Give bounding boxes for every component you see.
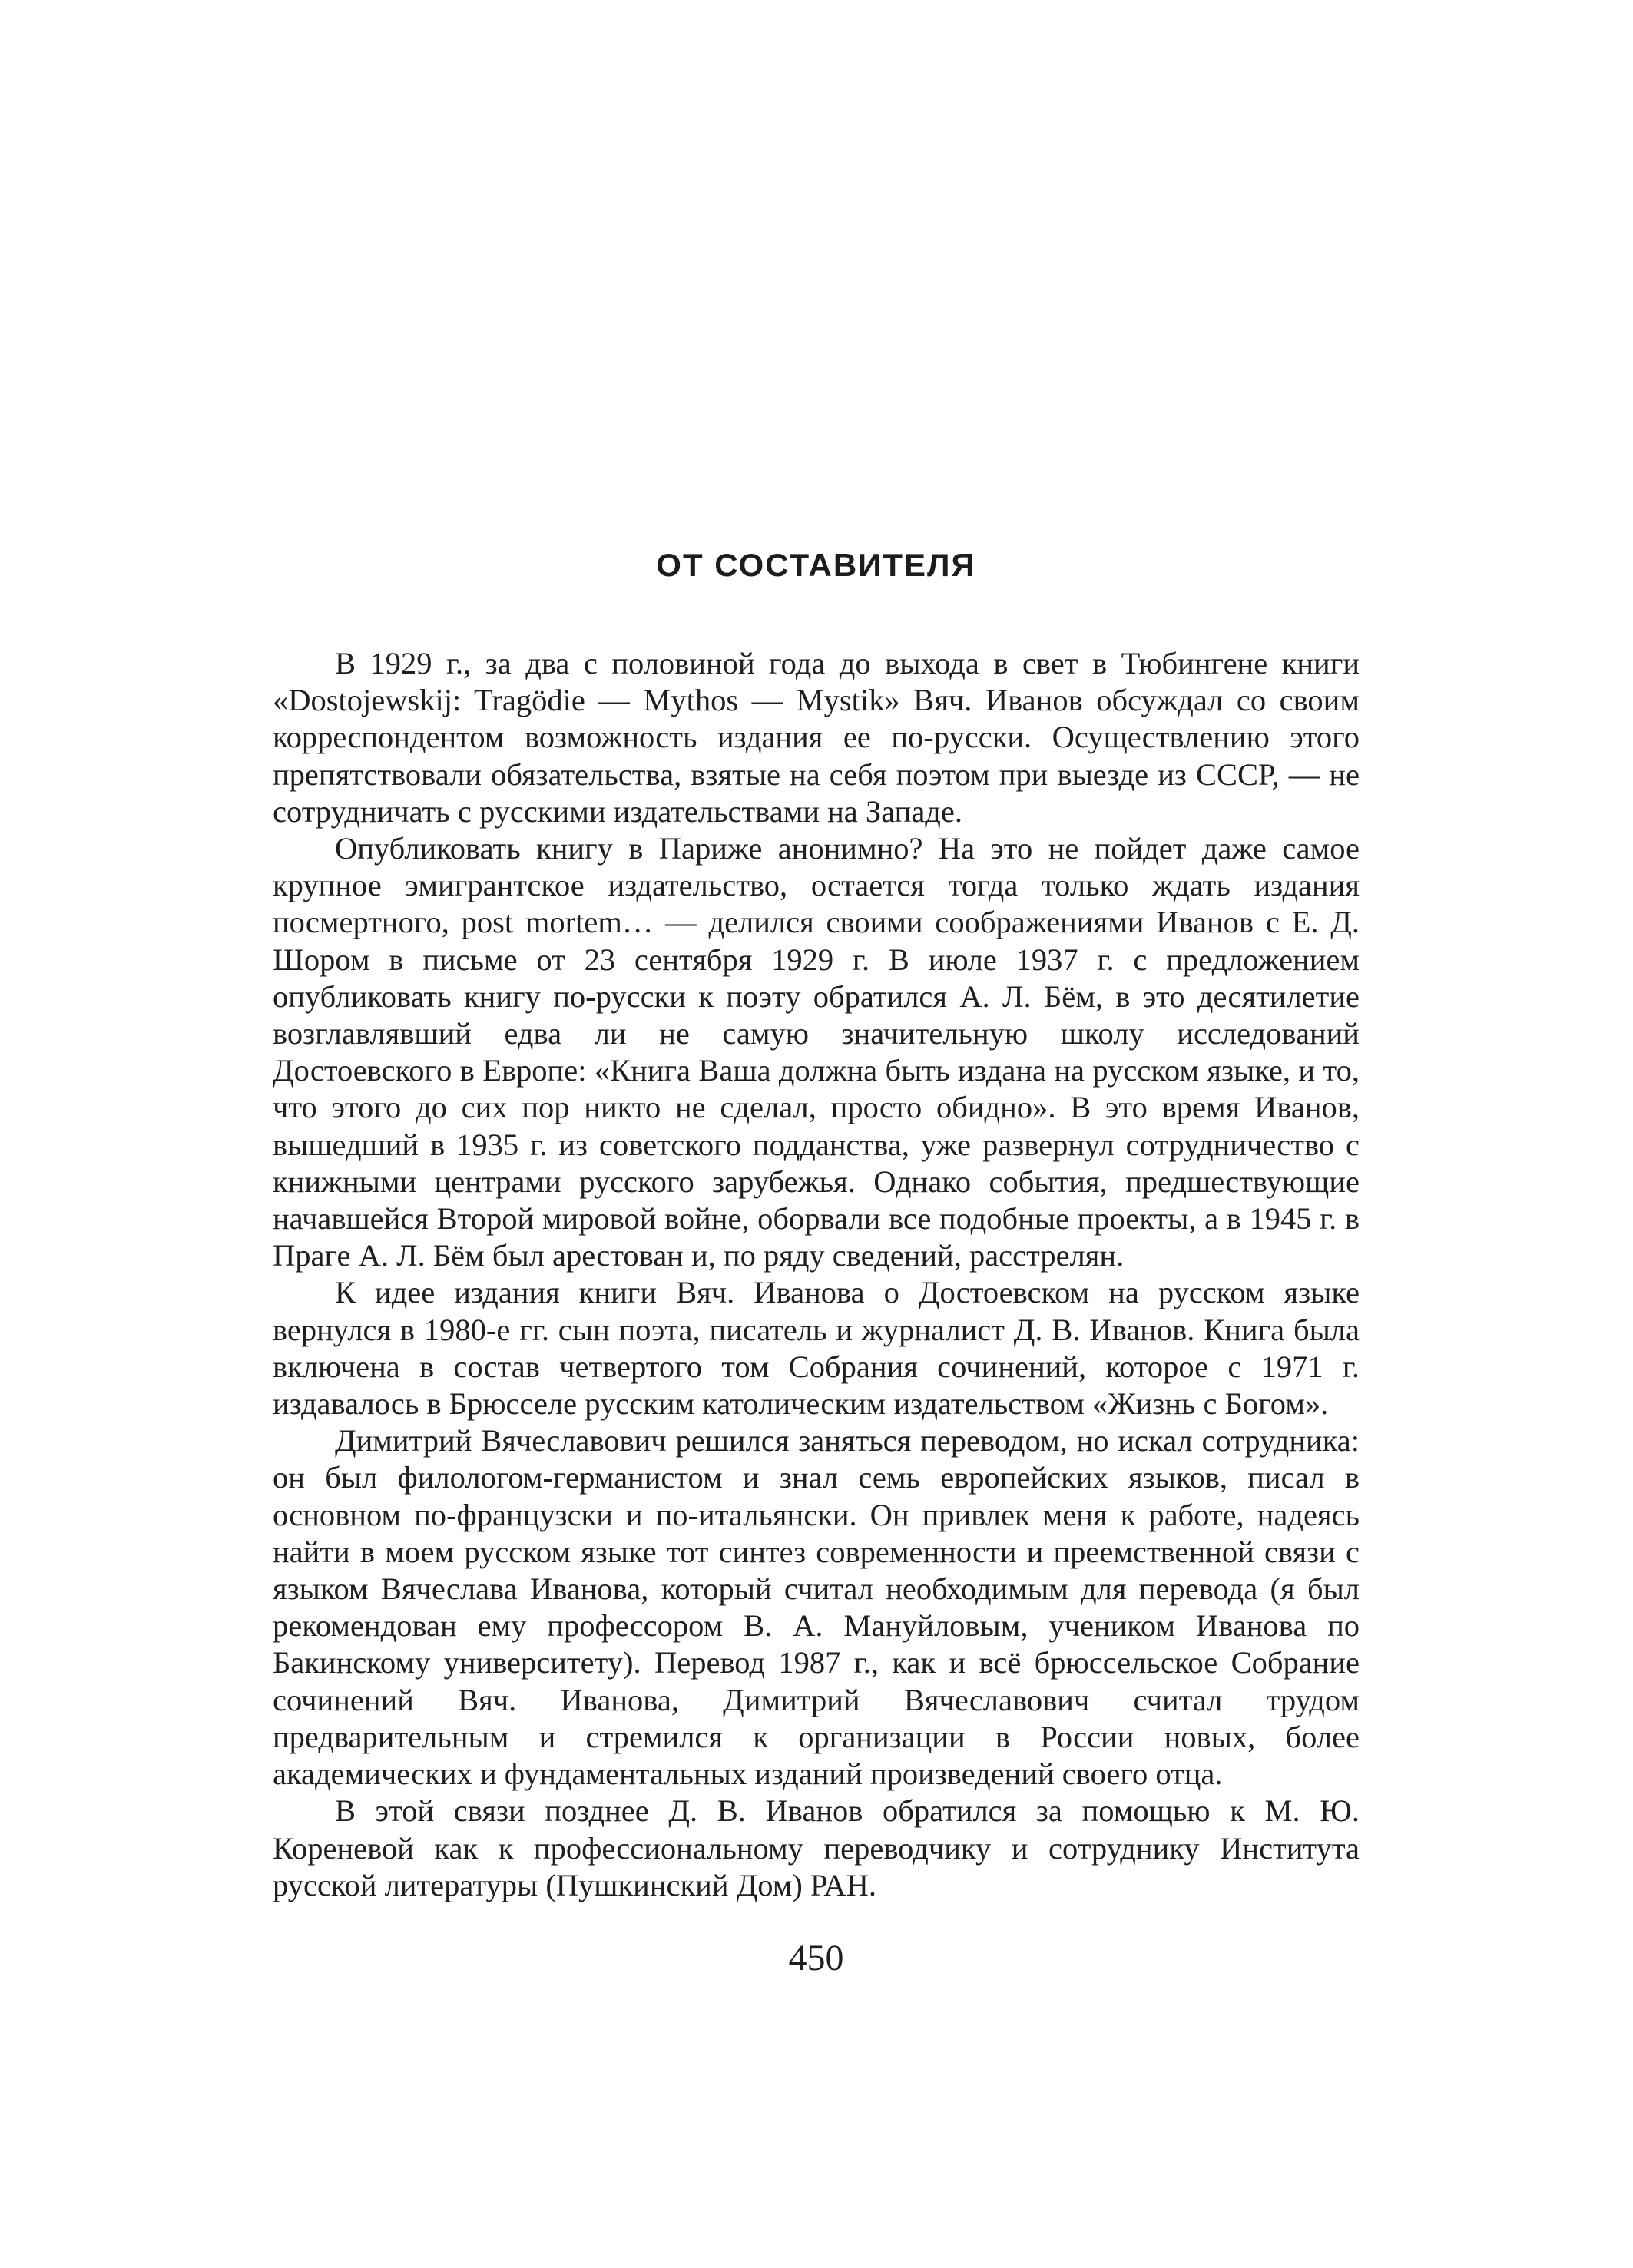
page-number: 450 (788, 1938, 844, 1978)
body-text (273, 645, 1360, 1904)
paragraph-1: В 1929 г., за два с половиной года до выхода в свет в Тюбингене книги «Dostojewskij: Tragödie — Mythos — Mystik» Вяч. Иванов обсуждал со своим корреспондентом возможность издания ее по-русски. Осуществлению этого препятствовали обязательства, взятые на себя поэтом при выезде из СССР, — не сотрудничать с русскими издательствами на Западе. (273, 646, 1360, 829)
paragraph-5: В этой связи позднее Д. В. Иванов обратился за помощью к М. Ю. Кореневой как к профессиональному переводчику и сотруднику Института русской литературы (Пушкинский Дом) РАН. (273, 1793, 1360, 1902)
section-heading: ОТ СОСТАВИТЕЛЯ (656, 547, 976, 583)
paragraph-2: Опубликовать книгу в Париже анонимно? На это не пойдет даже самое крупное эмигрантское издательство, остается тогда только ждать издания посмертного, post mortem… — делился своими соображениями Иванов с Е. Д. Шором в письме от 23 сентября 1929 г. В июле 1937 г. с предложением опубликовать книгу по-русски к поэту обратился А. Л. Бём, в это десятилетие возглавлявший едва ли не самую значительную школу исследований Достоевского в Европе: «Книга Ваша должна быть издана на русском языке, и то, что этого до сих пор никто не сделал, просто обидно». В это время Иванов, вышедший в 1935 г. из советского подданства, уже развернул сотрудничество с книжными центрами русского зарубежья. Однако события, предшествующие начавшейся Второй мировой войне, оборвали все подобные проекты, а в 1945 г. в Праге А. Л. Бём был арестован и, по ряду сведений, расстрелян. (273, 831, 1360, 1273)
paragraph-3: К идее издания книги Вяч. Иванова о Достоевском на русском языке вернулся в 1980-е гг. сын поэта, писатель и журналист Д. В. Иванов. Книга была включена в состав четвертого том Собрания сочинений, которое с 1971 г. издавалось в Брюсселе русским католическим издательством «Жизнь с Богом». (273, 1275, 1360, 1422)
paragraph-4: Димитрий Вячеславович решился заняться переводом, но искал сотрудника: он был филологом-германистом и знал семь европейских языков, писал в основном по-французски и по-итальянски. Он привлек меня к работе, надеясь найти в моем русском языке тот синтез современности и преемственной связи с языком Вячеслава Иванова, который считал необходимым для перевода (я был рекомендован ему профессором В. А. Мануйловым, учеником Иванова по Бакинскому университету). Перевод 1987 г., как и всё брюссельское Собрание сочинений Вяч. Иванова, Димитрий Вячеславович считал трудом предварительным и стремился к организации в России новых, более академических и фундаментальных изданий произведений своего отца. (273, 1423, 1360, 1792)
